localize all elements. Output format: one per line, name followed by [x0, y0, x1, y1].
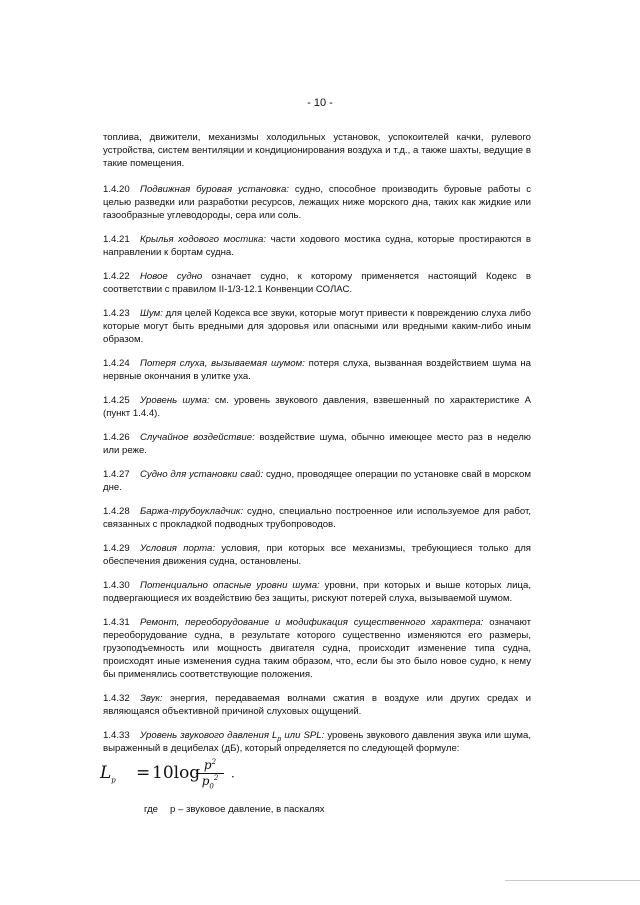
clause-number: 1.4.28	[103, 506, 130, 517]
clause-number: 1.4.26	[103, 432, 130, 443]
definition-item	[103, 233, 531, 259]
term-subscript: p	[277, 735, 282, 743]
term-part: или SPL:	[281, 730, 325, 741]
formula-numerator	[196, 759, 224, 772]
clause-number: 1.4.29	[103, 543, 130, 554]
definition-text: судно, способное производить буровые работы с целью разведки или разработки ресурсов, лежащих ниже морского дна, таких как жидкие или газообразные углеводороды, сера или соль.	[103, 184, 531, 221]
definition-item	[103, 431, 531, 457]
formula-lhs	[100, 763, 116, 785]
clause-number: 1.4.20	[103, 184, 130, 195]
definition-text: судно, проводящее операции по установке свай в морском дне.	[103, 469, 531, 493]
denominator-subscript: 0	[209, 782, 214, 791]
definition-text: см. уровень звукового давления, взвешенный по характеристике А (пункт 1.4.4).	[103, 395, 532, 419]
definition-text: воздействие шума, обычно имеющее место раз в неделю или реже.	[103, 432, 531, 456]
clause-number: 1.4.30	[103, 580, 130, 591]
definition-1-4-33	[103, 729, 531, 755]
definition-text: означает судно, к которому применяется настоящий Кодекс в соответствии с правилом II-1/3-12.1 Конвенции СОЛАС.	[103, 271, 531, 295]
definition-text: энергия, передаваемая волнами сжатия в воздухе или других средах и являющаяся объективной причиной слуховых ощущений.	[103, 693, 531, 717]
definition-item	[103, 505, 531, 531]
term: Шум:	[140, 308, 163, 319]
fraction-bar	[196, 773, 224, 774]
clause-number: 1.4.22	[103, 271, 130, 282]
definition-item	[103, 542, 531, 568]
formula-log: 10log	[152, 763, 201, 783]
formula-lhs-symbol: L	[100, 763, 112, 783]
term: Баржа-трубоукладчик:	[140, 506, 244, 517]
term-part: Уровень звукового давления L	[140, 730, 278, 741]
term: Подвижная буровая установка:	[140, 184, 289, 195]
term	[140, 730, 324, 741]
term: Судно для установки свай:	[140, 469, 264, 480]
term: Ремонт, переоборудование и модификация существенного характера:	[140, 617, 484, 628]
document-body	[100, 131, 532, 827]
page-number: - 10 -	[307, 97, 333, 109]
definition-item	[103, 307, 531, 346]
term: Звук:	[140, 693, 163, 704]
where-clause	[144, 803, 531, 816]
clause-number: 1.4.21	[103, 234, 130, 245]
definition-item	[103, 270, 531, 296]
formula-denominator	[196, 774, 224, 791]
definition-text: уровень звукового давления звука или шума, выраженный в децибелах (дБ), который определяется по следующей формуле:	[103, 730, 531, 754]
clause-number: 1.4.27	[103, 469, 130, 480]
definitions-list	[103, 183, 531, 718]
term: Условия порта:	[140, 543, 216, 554]
term: Новое судно	[140, 271, 203, 282]
where-text: p – звуковое давление, в паскалях	[170, 804, 325, 815]
term: Случайное воздействие:	[140, 432, 255, 443]
definition-item	[103, 616, 531, 681]
formula-fraction	[196, 758, 224, 791]
scan-edge-line	[505, 880, 640, 881]
definition-text: судно, специально построенное или используемое для работ, связанных с прокладкой подводных трубопроводов.	[103, 506, 531, 530]
formula-equals: =	[136, 763, 151, 783]
formula-lhs-subscript: p	[111, 776, 116, 785]
where-label: где	[144, 804, 159, 815]
term: Потенциально опасные уровни шума:	[140, 580, 320, 591]
spl-formula	[100, 757, 531, 803]
clause-number: 1.4.25	[103, 395, 130, 406]
clause-number: 1.4.31	[103, 617, 130, 628]
definition-item	[103, 183, 531, 222]
formula-tail: ·	[231, 770, 235, 784]
clause-number: 1.4.32	[103, 693, 130, 704]
denominator-symbol: p	[201, 774, 210, 788]
numerator-symbol: p	[203, 758, 212, 772]
numerator-exponent: 2	[211, 758, 217, 766]
definition-text: означают переоборудование судна, в результате которого существенно изменяются его размеры, грузоподъемность или мощность двигателя судна, происходит изменение типа судна, происходят иные изменения судна таким образом, что, если бы это было новое судно, к нему бы применялись соответствующие положения.	[103, 617, 531, 680]
definition-item	[103, 579, 531, 605]
clause-number: 1.4.24	[103, 358, 130, 369]
intro-paragraph: топлива, движители, механизмы холодильных установок, успокоителей качки, рулевого устройства, систем вентиляции и кондиционирования воздуха и т.д., а также шахты, ведущие в такие помещения.	[103, 132, 531, 169]
definition-item	[103, 692, 531, 718]
definition-item	[103, 394, 531, 420]
term: Потеря слуха, вызываемая шумом:	[140, 358, 305, 369]
definition-item	[103, 357, 531, 383]
definition-text: уровни, при которых и выше которых лица, подвергающиеся их воздействию без защиты, рискуют потерей слуха, вызываемой шумом.	[103, 580, 531, 604]
clause-number: 1.4.23	[103, 308, 130, 319]
definition-text: условия, при которых все механизмы, требующиеся только для обеспечения движения судна, остановлены.	[103, 543, 531, 567]
definition-item	[103, 468, 531, 494]
clause-number: 1.4.33	[103, 730, 130, 741]
term: Крылья ходового мостика:	[140, 234, 267, 245]
definition-text: для целей Кодекса все звуки, которые могут привести к повреждению слуха либо которые могут быть вредными для здоровья или опасными или вредными каким-либо иным образом.	[103, 308, 531, 345]
definition-text: потеря слуха, вызванная воздействием шума на нервные окончания в улитке уха.	[103, 358, 532, 382]
term: Уровень шума:	[140, 395, 210, 406]
definition-text: части ходового мостика судна, которые простираются в направлении к бортам судна.	[103, 234, 531, 258]
denominator-exponent: 2	[213, 774, 219, 782]
